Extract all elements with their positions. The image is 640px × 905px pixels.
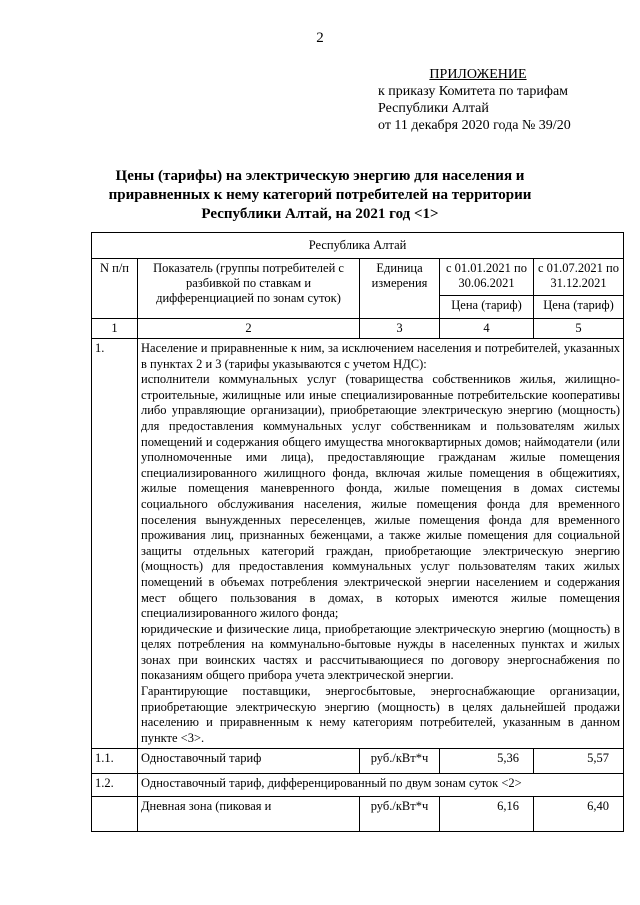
page-number: 2 — [316, 30, 324, 46]
header-period-2: с 01.07.2021 по 31.12.2021 — [534, 259, 624, 296]
title-line-2: приравненных к нему категорий потребителей на территории — [108, 187, 532, 203]
row-unit: руб./кВт*ч — [360, 749, 440, 774]
appendix-block — [378, 66, 578, 134]
col-number: 4 — [440, 319, 534, 339]
desc-paragraph: Население и приравненные к ним, за исключением населения и потребителей, указанных в пунктах 2 и 3 (тарифы указываются с учетом НДС): — [141, 341, 621, 371]
desc-paragraph: юридические и физические лица, приобретающие электрическую энергию (мощность) в целях потребления на коммунально-бытовые нужды в населенных пунктах и жилых зонах при воинских частях и рассчитывающиеся по договору энергоснабжения по показаниям общего прибора учета электрической энергии. — [141, 621, 621, 683]
row-label: Одноставочный тариф, дифференцированный по двум зонам суток <2> — [138, 774, 624, 797]
header-num: N п/п — [92, 259, 138, 319]
row-label: Одноставочный тариф — [138, 749, 360, 774]
region-cell: Республика Алтай — [92, 233, 624, 259]
title-line-1: Цены (тарифы) на электрическую энергию для населения и — [115, 168, 525, 184]
row-label: Дневная зона (пиковая и — [138, 797, 360, 832]
row-price-1: 6,16 — [440, 797, 534, 832]
row-num: 1. — [92, 339, 138, 749]
header-price-1: Цена (тариф) — [440, 296, 534, 319]
appendix-heading: ПРИЛОЖЕНИЕ — [429, 67, 527, 82]
table-row-1-1 — [92, 749, 624, 774]
col-number: 2 — [138, 319, 360, 339]
row-num: 1.2. — [92, 774, 138, 797]
table-row-day-zone — [92, 797, 624, 832]
row-num: 1.1. — [92, 749, 138, 774]
row-num-empty — [92, 797, 138, 832]
row-price-2: 6,40 — [534, 797, 624, 832]
row-1-description — [138, 339, 624, 749]
appendix-line-2: Республики Алтай — [378, 101, 489, 116]
header-unit: Единица измерения — [360, 259, 440, 319]
column-number-row — [92, 319, 624, 339]
row-price-2: 5,57 — [534, 749, 624, 774]
desc-paragraph: исполнители коммунальных услуг (товарищества собственников жилья, жилищно-строительные, жилищные или иные специализированные потребительские кооперативы либо управляющие организации), приобретающие электрическую энергию (мощность) для предоставления коммунальных услуг собственникам и пользователям жилых помещений и содержания общего имущества многоквартирных домов; наймодатели (или уполномоченные ими лица), предоставляющие гражданам жилые помещения специализированного жилищного фонда, включая жилые помещения в общежитиях, жилые помещения маневренного фонда, жилые помещения в домах системы социального обслуживания населения, жилые помещения фонда для временного поселения вынужденных переселенцев, жилые помещения фонда для временного проживания лиц, признанных беженцами, а также жилые помещения для социальной защиты отдельных категорий граждан, приобретающие электрическую энергию (мощность) для предоставления коммунальных услуг пользователям таких жилых помещений в объемах потребления электрической энергии населением и содержания мест общего пользования в домах, в которых имеются жилые помещения специализированного жилого фонда; — [141, 372, 621, 621]
col-number: 3 — [360, 319, 440, 339]
col-number: 5 — [534, 319, 624, 339]
desc-paragraph: Гарантирующие поставщики, энергосбытовые, энергоснабжающие организации, приобретающие электрическую энергию (мощность) в целях дальнейшей продажи населению и приравненным к нему категориям потребителей, указанным в данном пункте <3>. — [141, 684, 621, 745]
document-title — [90, 167, 550, 224]
header-period-1: с 01.01.2021 по 30.06.2021 — [440, 259, 534, 296]
row-price-1: 5,36 — [440, 749, 534, 774]
table-row-1 — [92, 339, 624, 749]
title-line-3: Республики Алтай, на 2021 год <1> — [201, 206, 439, 222]
header-indicator: Показатель (группы потребителей с разбивкой по ставкам и дифференциацией по зонам суток) — [138, 259, 360, 319]
header-price-2: Цена (тариф) — [534, 296, 624, 319]
row-unit: руб./кВт*ч — [360, 797, 440, 832]
table-row-1-2 — [92, 774, 624, 797]
appendix-line-1: к приказу Комитета по тарифам — [378, 84, 569, 99]
tariff-table — [91, 232, 624, 832]
col-number: 1 — [92, 319, 138, 339]
appendix-line-3: от 11 декабря 2020 года № 39/20 — [378, 118, 571, 133]
